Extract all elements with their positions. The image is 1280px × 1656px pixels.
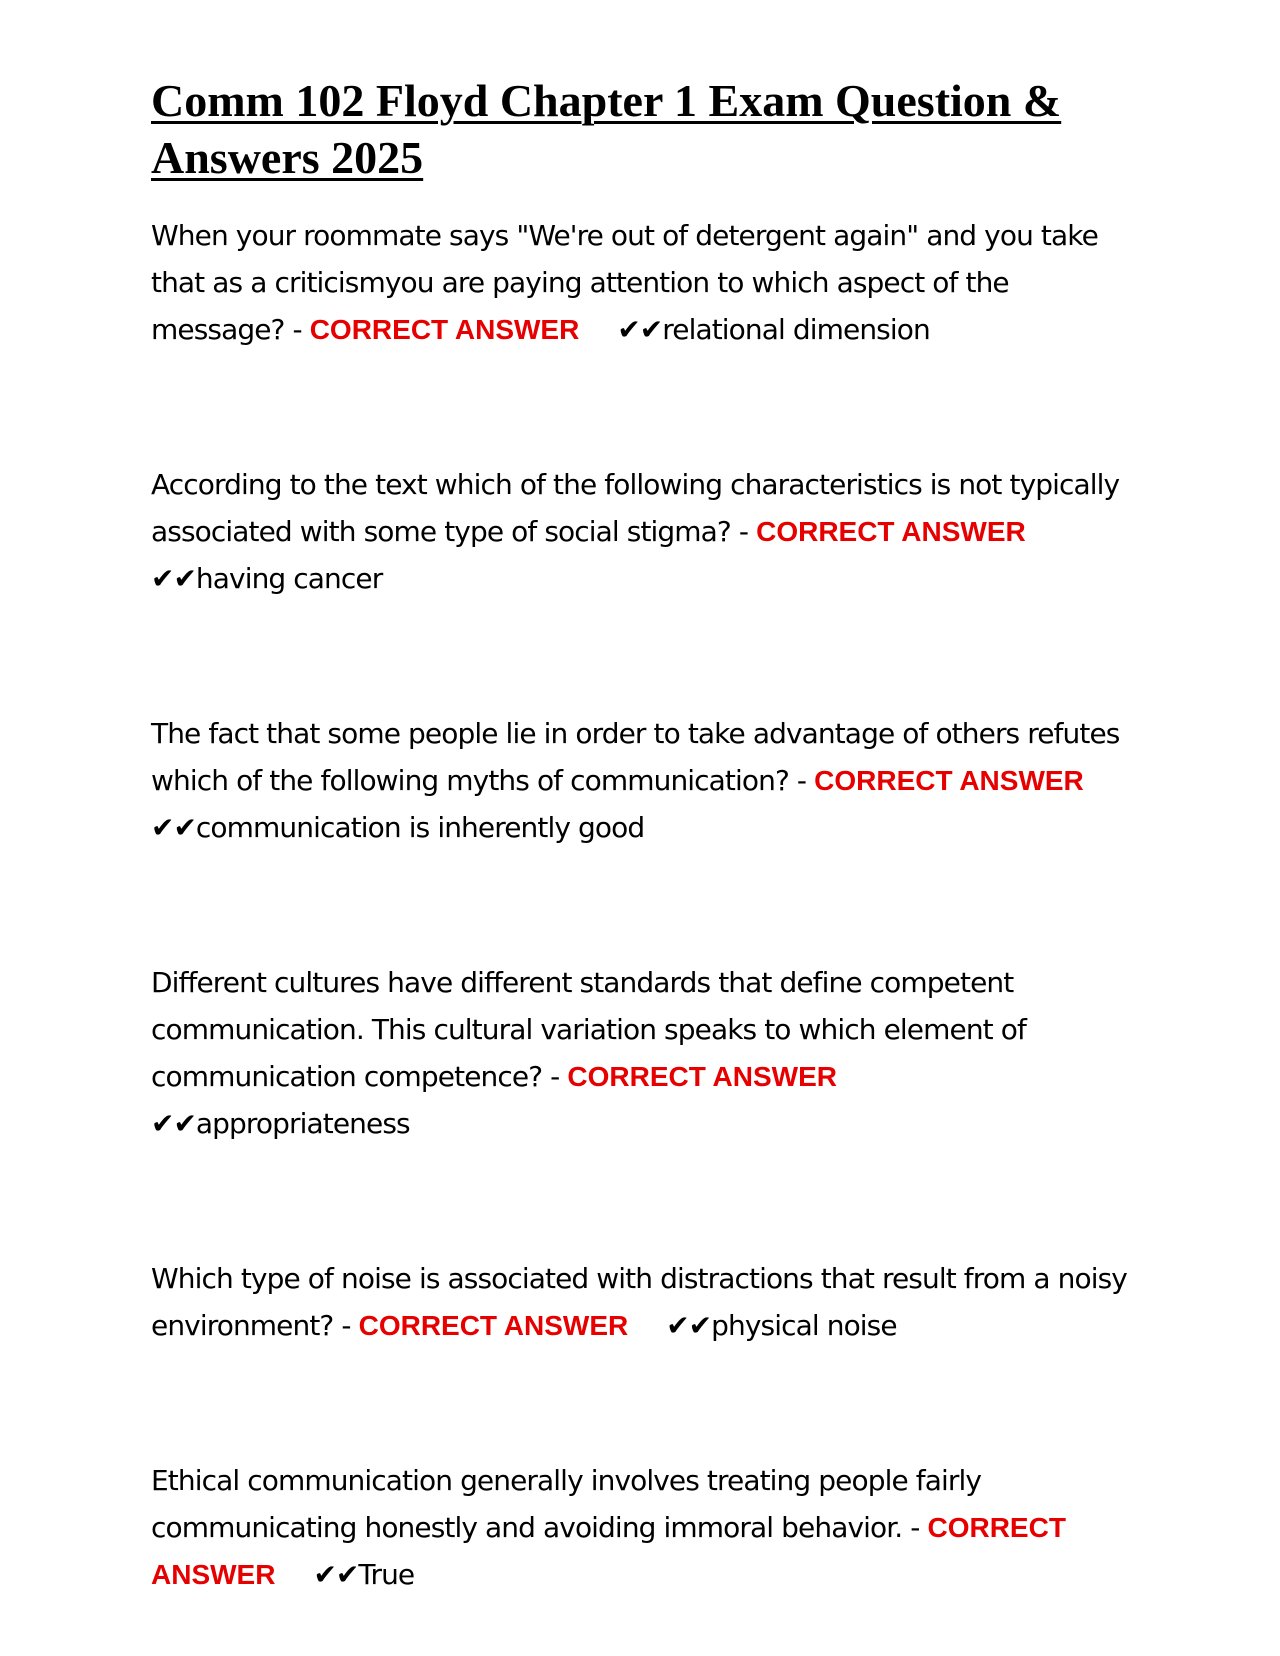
qa-item xyxy=(151,1255,1141,1349)
qa-item xyxy=(151,959,1141,1147)
question-text: According to the text which of the following characteristics is not typically associated with some type of social stigma? - xyxy=(151,468,1120,548)
double-check-icon: ✔✔ xyxy=(617,313,663,346)
qa-item xyxy=(151,212,1141,353)
correct-answer-label: CORRECT ANSWER xyxy=(814,765,1084,796)
answer-text: physical noise xyxy=(711,1309,897,1342)
question-text: Ethical communication generally involves treating people fairly communicating honestly and avoiding immoral behavior. - xyxy=(151,1464,982,1544)
qa-item xyxy=(151,1457,1141,1598)
correct-answer-label: CORRECT ANSWER xyxy=(567,1061,837,1092)
double-check-icon: ✔✔ xyxy=(151,1107,196,1140)
answer-text: communication is inherently good xyxy=(195,811,645,844)
correct-answer-label: CORRECT ANSWER xyxy=(358,1310,629,1341)
question-text: Which type of noise is associated with distractions that result from a noisy environment? - xyxy=(151,1262,1127,1342)
double-check-icon: ✔✔ xyxy=(313,1558,359,1591)
answer-text: relational dimension xyxy=(662,313,930,346)
document-title: Comm 102 Floyd Chapter 1 Exam Question & Answers 2025 xyxy=(151,75,1062,183)
correct-answer-label: CORRECT ANSWER xyxy=(309,314,580,345)
double-check-icon: ✔✔ xyxy=(151,811,196,844)
qa-item xyxy=(151,461,1141,602)
answer-text: True xyxy=(358,1558,415,1591)
double-check-icon: ✔✔ xyxy=(151,562,196,595)
qa-item xyxy=(151,710,1141,851)
answer-text: having cancer xyxy=(195,562,383,595)
double-check-icon: ✔✔ xyxy=(666,1309,712,1342)
question-text: When your roommate says "We're out of detergent again" and you take that as a criticismyou are paying attention to which aspect of the message? - xyxy=(151,219,1098,346)
question-text: The fact that some people lie in order to take advantage of others refutes which of the following myths of communication? - xyxy=(151,717,1120,797)
answer-text: appropriateness xyxy=(195,1107,410,1140)
document-page xyxy=(151,72,1141,1598)
question-text: Different cultures have different standards that define competent communication. This cultural variation speaks to which element of communication competence? - xyxy=(151,966,1026,1093)
correct-answer-label: CORRECT ANSWER xyxy=(151,1512,1066,1590)
correct-answer-label: CORRECT ANSWER xyxy=(756,516,1026,547)
